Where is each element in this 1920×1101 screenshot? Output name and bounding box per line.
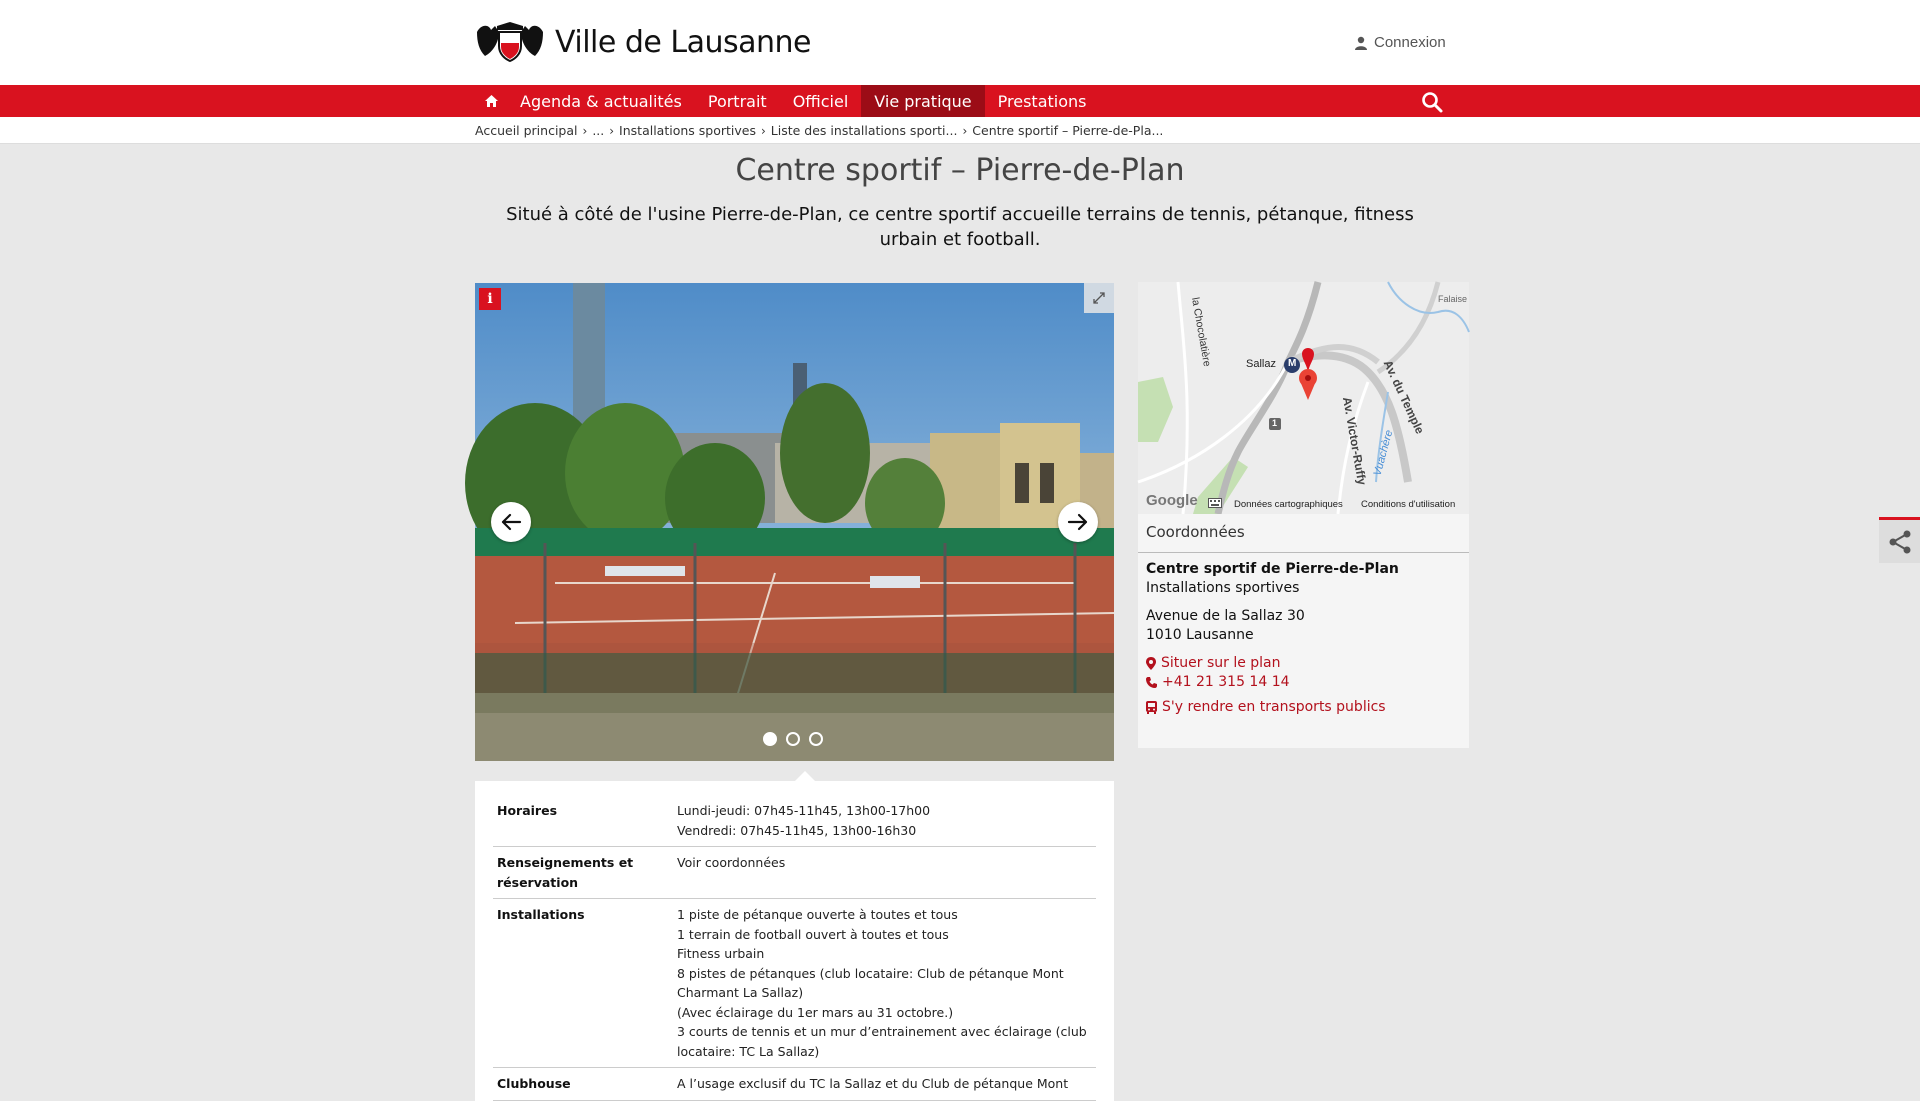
slider-dot-2[interactable]	[786, 732, 800, 746]
phone-icon	[1146, 677, 1157, 688]
login-link[interactable]	[1354, 34, 1446, 51]
user-icon	[1354, 36, 1368, 50]
site-name: Ville de Lausanne	[555, 24, 812, 60]
table-row	[493, 1068, 1096, 1101]
nav-item-agenda[interactable]: Agenda & actualités	[520, 91, 682, 111]
page-title: Centre sportif – Pierre-de-Plan	[735, 153, 1185, 188]
bus-icon	[1146, 701, 1157, 714]
table-row	[493, 795, 1096, 847]
breadcrumb-bar	[0, 117, 1920, 144]
home-icon	[484, 94, 499, 108]
nav-item-prestations[interactable]: Prestations	[997, 91, 1087, 111]
map-terms-link[interactable]: Conditions d'utilisation	[1361, 499, 1456, 510]
map-label-metro: M	[1288, 358, 1297, 369]
nav-item-portrait[interactable]: Portrait	[707, 91, 767, 111]
lausanne-crest-icon	[475, 22, 545, 62]
breadcrumb-current: Centre sportif – Pierre-de-Pla...	[972, 123, 1164, 138]
page-lead: Situé à côté de l'usine Pierre-de-Plan, ce centre sportif accueille terrains de tennis, pétanque, fitness urbain et football.	[506, 204, 1414, 250]
breadcrumb-installations[interactable]: Installations sportives	[619, 123, 756, 138]
locate-label: Situer sur le plan	[1161, 655, 1281, 671]
map-label-river: Vuachère	[1371, 428, 1396, 478]
value-line: Voir coordonnées	[677, 855, 786, 870]
breadcrumb-liste[interactable]: Liste des installations sporti...	[770, 123, 958, 138]
place-category: Installations sportives	[1146, 580, 1300, 596]
arrow-left-icon	[500, 513, 522, 531]
map-label-route: 1	[1272, 418, 1278, 428]
expand-icon	[1092, 291, 1106, 305]
image-slider[interactable]	[475, 283, 1114, 761]
map-label-place: Sallaz	[1246, 358, 1276, 370]
value-line: A l’usage exclusif du TC la Sallaz et du Club de pétanque Mont	[677, 1076, 1069, 1091]
expand-button[interactable]	[1084, 283, 1114, 313]
row-value-horaires	[673, 795, 1096, 847]
google-logo[interactable]: Google	[1146, 492, 1198, 509]
slider-prev-button[interactable]	[491, 502, 531, 542]
share-icon	[1887, 529, 1913, 555]
value-line: (Avec éclairage du 1er mars au 31 octobre.)	[677, 1004, 954, 1020]
search-icon[interactable]	[1420, 90, 1444, 114]
row-key-horaires: Horaires	[493, 795, 673, 847]
map-canvas	[1138, 282, 1469, 514]
chevron-right-icon: ›	[582, 123, 588, 138]
breadcrumb-ellipsis[interactable]: ...	[592, 123, 605, 138]
row-key-renseignements: Renseignements et réservation	[493, 847, 673, 899]
site-logo[interactable]	[475, 22, 811, 62]
map-label-street: la Chocolatière	[1189, 296, 1214, 368]
chevron-right-icon: ›	[760, 123, 766, 138]
value-line: 8 pistes de pétanques (club locataire: Club de pétanque Mont Charmant La Sallaz)	[677, 965, 1064, 1000]
main-navigation	[0, 85, 1920, 117]
slider-dot-1[interactable]	[763, 732, 777, 746]
tennis-courts-photo	[475, 283, 1114, 761]
coordinates-title: Coordonnées	[1146, 523, 1245, 541]
address-street: Avenue de la Sallaz 30	[1146, 608, 1305, 624]
value-line: Fitness urbain	[677, 946, 765, 961]
breadcrumb	[475, 123, 1163, 138]
slider-next-button[interactable]	[1058, 502, 1098, 542]
value-line: Vendredi: 07h45-11h45, 13h00-16h30	[677, 822, 917, 838]
chevron-right-icon: ›	[962, 123, 968, 138]
public-transport-link[interactable]	[1146, 698, 1399, 717]
keyboard-icon[interactable]	[1208, 498, 1222, 508]
table-row	[493, 899, 1096, 1068]
chevron-right-icon: ›	[609, 123, 615, 138]
slider-dot-3[interactable]	[809, 732, 823, 746]
transport-label: S'y rendre en transports publics	[1162, 699, 1386, 715]
info-table	[493, 795, 1096, 1101]
row-value-installations	[673, 899, 1096, 1068]
place-name: Centre sportif de Pierre-de-Plan	[1146, 561, 1399, 577]
info-card	[475, 781, 1114, 1101]
phone-number: +41 21 315 14 14	[1162, 674, 1290, 690]
locate-on-map-link[interactable]	[1146, 654, 1399, 673]
nav-item-vie-pratique[interactable]: Vie pratique	[861, 85, 984, 117]
value-line: 1 piste de pétanque ouverte à toutes et tous	[677, 907, 958, 922]
location-map[interactable]	[1138, 282, 1469, 514]
site-header	[0, 0, 1920, 85]
slider-caption-pointer	[795, 771, 815, 781]
value-line: Lundi-jeudi: 07h45-11h45, 13h00-17h00	[677, 803, 931, 818]
map-label-street: Av. du Temple	[1380, 357, 1428, 437]
login-label: Connexion	[1374, 34, 1446, 51]
map-data-link[interactable]: Données cartographiques	[1234, 499, 1343, 510]
slider-dots	[763, 732, 823, 746]
nav-item-officiel[interactable]: Officiel	[792, 91, 849, 111]
address-city: 1010 Lausanne	[1146, 627, 1254, 643]
info-icon[interactable]: i	[479, 288, 501, 310]
table-row	[493, 847, 1096, 899]
share-button[interactable]	[1879, 517, 1920, 563]
map-label-corner: Falaise	[1438, 294, 1468, 304]
row-value-clubhouse	[673, 1068, 1096, 1101]
value-line: 3 courts de tennis et un mur d’entrainement avec éclairage (club locataire: TC La Sallaz)	[677, 1024, 1087, 1059]
arrow-right-icon	[1067, 513, 1089, 531]
map-pin-icon	[1146, 657, 1156, 670]
home-button[interactable]	[475, 85, 507, 117]
row-value-renseignements	[673, 847, 1096, 899]
phone-link[interactable]	[1146, 673, 1399, 692]
row-key-clubhouse: Clubhouse	[493, 1068, 673, 1101]
breadcrumb-home[interactable]: Accueil principal	[475, 123, 578, 138]
divider	[1138, 552, 1469, 553]
row-key-installations: Installations	[493, 899, 673, 1068]
coordinates-card	[1138, 514, 1469, 748]
value-line: 1 terrain de football ouvert à toutes et tous	[677, 926, 949, 942]
map-label-street: Av. Victor-Ruffy	[1339, 395, 1370, 487]
